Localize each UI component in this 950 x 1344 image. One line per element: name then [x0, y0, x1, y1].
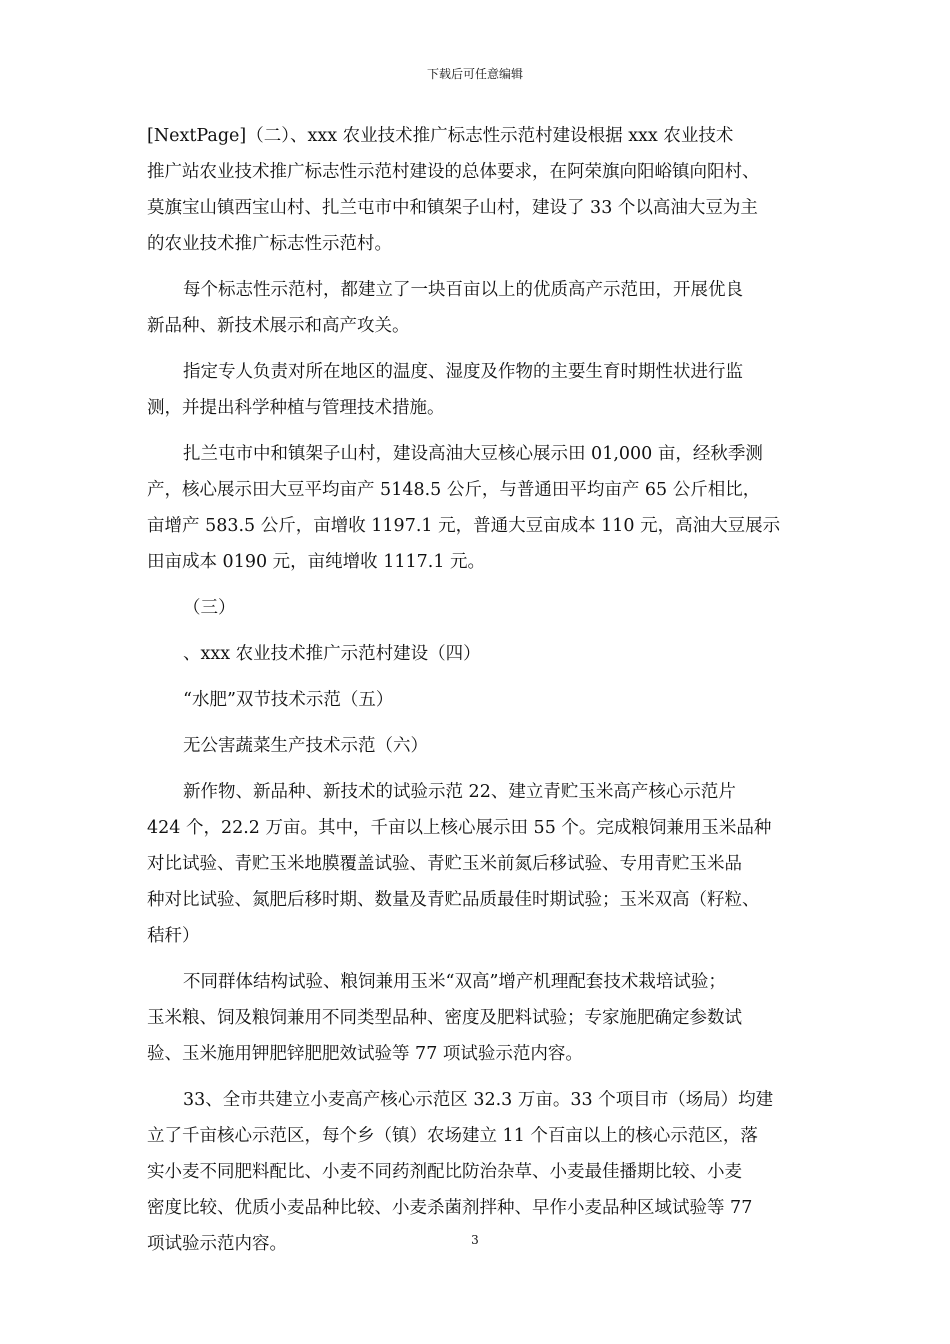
text-line: 田亩成本 0190 元，亩纯增收 1117.1 元。 — [147, 552, 486, 572]
paragraph — [147, 964, 817, 1072]
paragraph — [147, 728, 817, 764]
text-line: 种对比试验、氮肥后移时期、数量及青贮品质最佳时期试验；玉米双高（籽粒、 — [147, 890, 760, 910]
text-line: 实小麦不同肥料配比、小麦不同药剂配比防治杂草、小麦最佳播期比较、小麦 — [147, 1162, 742, 1182]
text-line: 新品种、新技术展示和高产攻关。 — [147, 316, 410, 336]
text-line: [NextPage]（二）、xxx 农业技术推广标志性示范村建设根据 xxx 农业技术 — [147, 126, 734, 146]
paragraph — [147, 682, 817, 718]
text-line: 的农业技术推广标志性示范村。 — [147, 234, 392, 254]
text-line: 每个标志性示范村，都建立了一块百亩以上的优质高产示范田，开展优良 — [183, 280, 743, 300]
paragraph — [147, 774, 817, 954]
text-line: 测，并提出科学种植与管理技术措施。 — [147, 398, 445, 418]
text-line: 验、玉米施用钾肥锌肥肥效试验等 77 项试验示范内容。 — [147, 1044, 583, 1064]
text-line: 推广站农业技术推广标志性示范村建设的总体要求，在阿荣旗向阳峪镇向阳村、 — [147, 162, 760, 182]
text-line: 33、全市共建立小麦高产核心示范区 32.3 万亩。33 个项目市（场局）均建 — [183, 1090, 774, 1110]
text-line: 、xxx 农业技术推广示范村建设（四） — [183, 644, 481, 664]
text-line: 项试验示范内容。 — [147, 1234, 287, 1254]
text-line: （三） — [183, 598, 236, 618]
text-line: 扎兰屯市中和镇架子山村，建设高油大豆核心展示田 01,000 亩，经秋季测 — [183, 444, 763, 464]
text-line: 新作物、新品种、新技术的试验示范 22、建立青贮玉米高产核心示范片 — [183, 782, 736, 802]
paragraph — [147, 354, 817, 426]
paragraph — [147, 590, 817, 626]
document-body — [147, 118, 817, 1272]
text-line: 无公害蔬菜生产技术示范（六） — [183, 736, 428, 756]
page-header: 下载后可任意编辑 — [426, 67, 523, 81]
text-line: 指定专人负责对所在地区的温度、湿度及作物的主要生育时期性状进行监 — [183, 362, 743, 382]
text-line: 秸秆） — [147, 926, 200, 946]
text-line: 424 个，22.2 万亩。其中，千亩以上核心展示田 55 个。完成粮饲兼用玉米品种 — [147, 818, 772, 838]
paragraph — [147, 636, 817, 672]
text-line: 不同群体结构试验、粮饲兼用玉米“双高”增产机理配套技术栽培试验； — [183, 972, 726, 992]
paragraph — [147, 272, 817, 344]
text-line: 产，核心展示田大豆平均亩产 5148.5 公斤，与普通田平均亩产 65 公斤相比， — [147, 480, 761, 500]
text-line: 密度比较、优质小麦品种比较、小麦杀菌剂拌种、早作小麦品种区域试验等 77 — [147, 1198, 753, 1218]
text-line: 亩增产 583.5 公斤，亩增收 1197.1 元，普通大豆亩成本 110 元，高油大豆展示 — [147, 516, 781, 536]
paragraph — [147, 118, 817, 262]
page-number: 3 — [471, 1233, 479, 1247]
text-line: “水肥”双节技术示范（五） — [183, 690, 394, 710]
text-line: 立了千亩核心示范区，每个乡（镇）农场建立 11 个百亩以上的核心示范区，落 — [147, 1126, 758, 1146]
text-line: 莫旗宝山镇西宝山村、扎兰屯市中和镇架子山村，建设了 33 个以高油大豆为主 — [147, 198, 758, 218]
text-line: 对比试验、青贮玉米地膜覆盖试验、青贮玉米前氮后移试验、专用青贮玉米品 — [147, 854, 742, 874]
text-line: 玉米粮、饲及粮饲兼用不同类型品种、密度及肥料试验；专家施肥确定参数试 — [147, 1008, 742, 1028]
paragraph — [147, 436, 817, 580]
